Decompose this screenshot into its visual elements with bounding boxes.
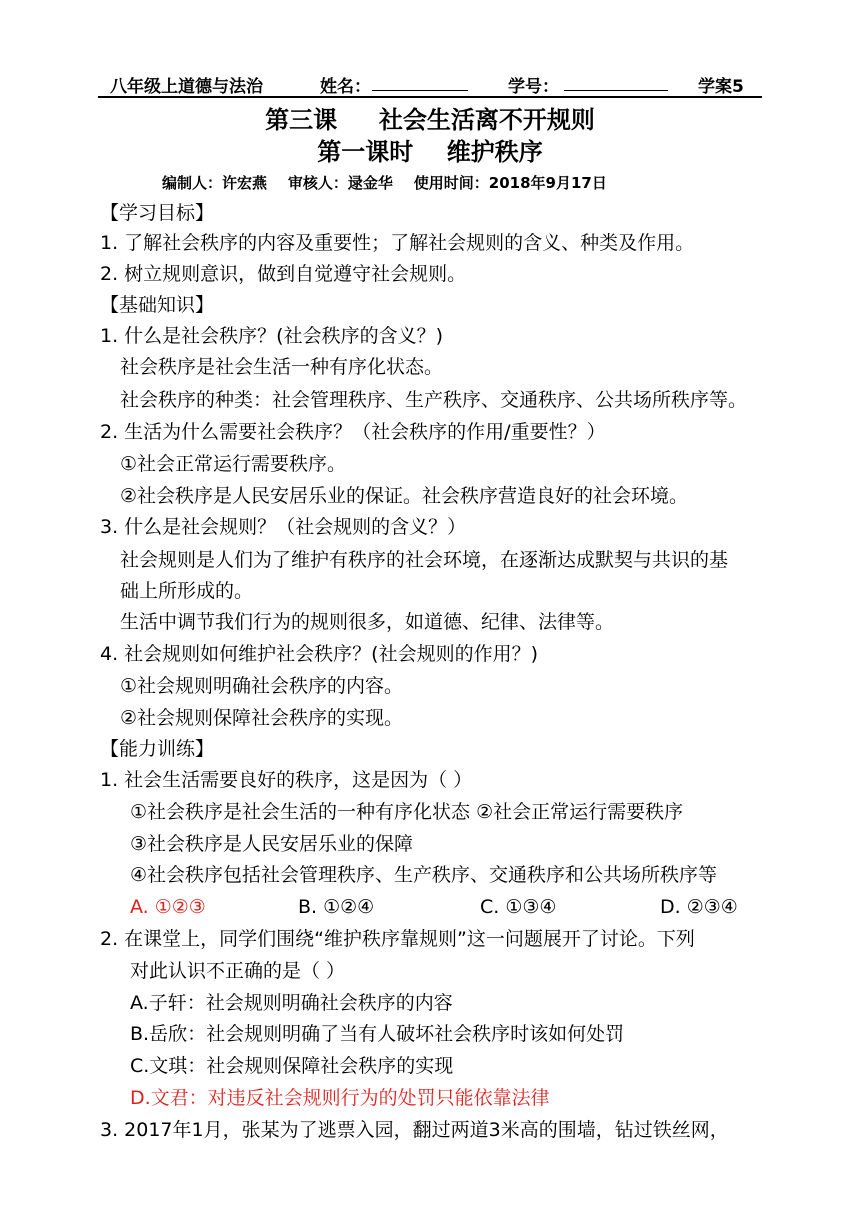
- basics-question: 1. 什么是社会秩序？(社会秩序的含义？): [100, 325, 443, 347]
- option-a-correct[interactable]: A. ①②③: [130, 896, 206, 918]
- option-d[interactable]: D. ②③④: [660, 896, 738, 918]
- basics-question: 4. 社会规则如何维护社会秩序？(社会规则的作用？): [100, 643, 538, 665]
- training-statement: ①社会秩序是社会生活的一种有序化状态 ②社会正常运行需要秩序: [130, 801, 684, 823]
- basics-answer: 础上所形成的。: [120, 580, 254, 602]
- basics-answer: ②社会规则保障社会秩序的实现。: [120, 707, 404, 729]
- option-c[interactable]: C. ①③④: [480, 896, 557, 918]
- basics-answer: ②社会秩序是人民安居乐业的保证。社会秩序营造良好的社会环境。: [120, 485, 689, 507]
- name-blank[interactable]: [372, 72, 468, 91]
- section-training: 【能力训练】: [100, 738, 215, 760]
- basics-answer: ①社会规则明确社会秩序的内容。: [120, 675, 404, 697]
- choice-a[interactable]: A.子轩：社会规则明确社会秩序的内容: [130, 992, 453, 1014]
- choice-c[interactable]: C.文琪：社会规则保障社会秩序的实现: [130, 1055, 454, 1077]
- student-number-blank[interactable]: [564, 72, 668, 91]
- training-statement: ④社会秩序包括社会管理秩序、生产秩序、交通秩序和公共场所秩序等: [130, 864, 718, 886]
- period-title: 第一课时 维护秩序: [317, 138, 543, 166]
- name-label: 姓名：: [320, 77, 371, 97]
- training-question: 2. 在课堂上，同学们围绕“维护秩序靠规则”这一问题展开了讨论。下列: [100, 928, 695, 950]
- training-question: 1. 社会生活需要良好的秩序，这是因为（ ）: [100, 769, 473, 791]
- training-question-cont: 对此认识不正确的是（ ）: [130, 960, 346, 982]
- student-number-label: 学号：: [508, 77, 559, 97]
- basics-answer: ①社会正常运行需要秩序。: [120, 453, 347, 475]
- case-number: 学案5: [698, 77, 744, 97]
- choice-d-correct[interactable]: D.文君：对违反社会规则行为的处罚只能依靠法律: [130, 1087, 550, 1109]
- basics-answer: 社会规则是人们为了维护有秩序的社会环境，在逐渐达成默契与共识的基: [120, 549, 729, 571]
- page-header: [98, 70, 762, 98]
- basics-question: 2. 生活为什么需要社会秩序？（社会秩序的作用/重要性？）: [100, 421, 606, 443]
- basics-answer: 社会秩序的种类：社会管理秩序、生产秩序、交通秩序、公共场所秩序等。: [120, 389, 748, 411]
- goal-item: 2. 树立规则意识，做到自觉遵守社会规则。: [100, 263, 467, 285]
- basics-answer: 生活中调节我们行为的规则很多，如道德、纪律、法律等。: [120, 611, 615, 633]
- choice-b[interactable]: B.岳欣：社会规则明确了当有人破坏社会秩序时该如何处罚: [130, 1023, 625, 1045]
- goal-item: 1. 了解社会秩序的内容及重要性；了解社会规则的含义、种类及作用。: [100, 232, 695, 254]
- basics-answer: 社会秩序是社会生活一种有序化状态。: [120, 356, 444, 378]
- training-statement: ③社会秩序是人民安居乐业的保障: [130, 833, 414, 855]
- training-question: 3. 2017年1月，张某为了逃票入园，翻过两道3米高的围墙，钻过铁丝网，: [100, 1119, 729, 1141]
- section-goals: 【学习目标】: [100, 202, 215, 224]
- option-b[interactable]: B. ①②④: [298, 896, 375, 918]
- answer-options: [130, 894, 750, 920]
- grade-subject: 八年级上道德与法治: [110, 77, 263, 97]
- basics-question: 3. 什么是社会规则？（社会规则的含义？）: [100, 516, 467, 538]
- section-basics: 【基础知识】: [100, 294, 215, 316]
- lesson-title: 第三课 社会生活离不开规则: [265, 106, 595, 134]
- author-info: 编制人：许宏燕 审核人：逯金华 使用时间：2018年9月17日: [162, 174, 607, 192]
